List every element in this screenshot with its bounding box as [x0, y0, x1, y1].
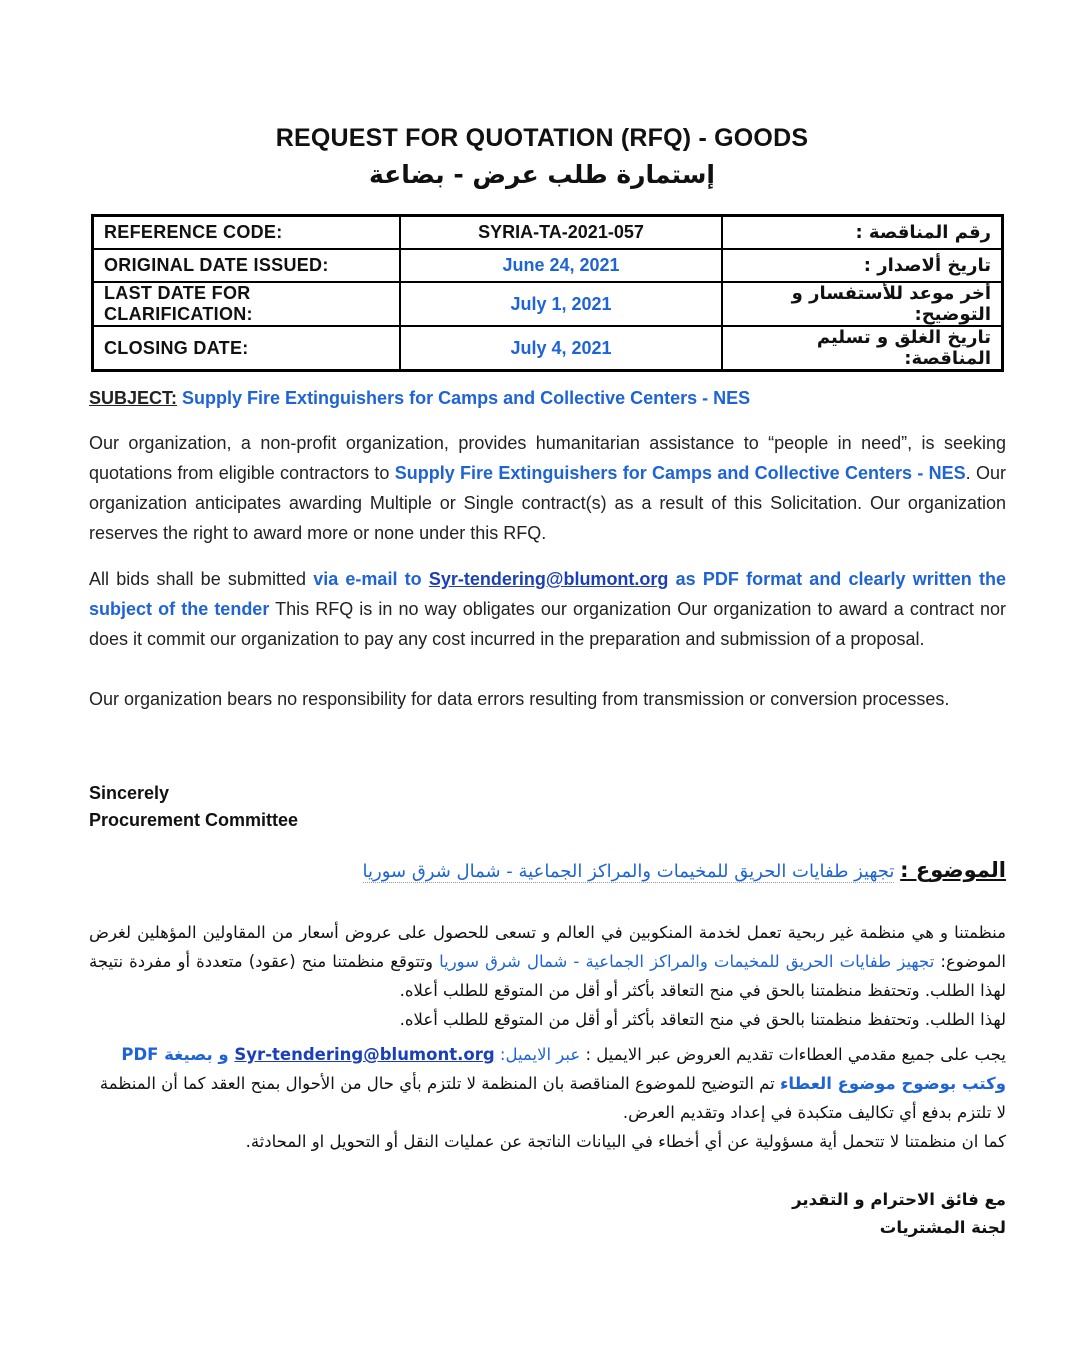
subject-label-ar: الموضوع :	[900, 858, 1006, 882]
disclaimer-paragraph: Our organization bears no responsibility for data errors resulting from transmission or conversion processes.	[89, 689, 950, 709]
subject-line-ar	[89, 856, 1006, 886]
closing-signatory-ar: لجنة المشتريات	[879, 1218, 1006, 1237]
date-issued-value: June 24, 2021	[400, 249, 722, 282]
closing-en	[89, 780, 298, 834]
intro-text-continued: . Our organization anticipates awarding Multiple or Single contract(s) as a result of this Solicitation. Our organization reserves the right to award more or none under this RFQ.	[89, 463, 1006, 543]
closing-signatory: Procurement Committee	[89, 810, 299, 830]
subject-line	[89, 383, 1006, 413]
reference-table	[91, 214, 1004, 372]
clarification-date-value: July 1, 2021	[400, 282, 722, 326]
reference-code-label-ar: رقم المناقصة :	[722, 216, 1003, 250]
intro-text-continued-ar: وتتوقع منظمتنا منح (عقود) متعددة أو مفردة نتيجة لهذا الطلب. وتحتفظ منظمتنا بالحق في منح التعاقد بأكثر أو أقل من المتوقع للطلب أعلاه.	[89, 952, 1006, 1000]
submission-highlight-ar: عبر الايميل:	[494, 1045, 581, 1064]
submission-text-continued-ar: تم التوضيح للموضوع المناقصة بان المنظمة لا تلتزم بأي حال من الأحوال بمنح العقد كما أن المنظمة لا تلتزم بدفع أي تكاليف متكبدة في إعداد وتقديم العرض.	[99, 1074, 1006, 1122]
date-issued-label-ar: تاريخ ألاصدار :	[722, 249, 1003, 282]
reference-code-value: SYRIA-TA-2021-057	[400, 216, 722, 250]
submission-highlight: via e-mail to	[313, 569, 429, 589]
table-row	[93, 326, 1003, 371]
intro-text: Our organization, a non-profit organization, provides humanitarian assistance to “people in need”, is seeking quotations from eligible contractors to	[89, 433, 1006, 483]
submission-highlight-2: as PDF format and clearly written the subject of the tender	[89, 569, 1007, 619]
email-link[interactable]: Syr-tendering@blumont.org	[428, 569, 669, 589]
email-link-ar[interactable]: Syr-tendering@blumont.org	[234, 1045, 495, 1064]
closing-date-label-ar: تاريخ الغلق و تسليم المناقصة:	[722, 326, 1003, 371]
document-title-ar: إستمارة طلب عرض - بضاعة	[369, 160, 715, 189]
intro-text-ar: منظمتنا و هي منظمة غير ربحية تعمل لخدمة المنكوبين في العالم و تسعى للحصول على عروض أسعار من المقاولين المؤهلين لغرض الموضوع:	[89, 923, 1007, 971]
table-row	[93, 282, 1003, 326]
intro-paragraph	[89, 428, 1006, 548]
subject-value-ar: تجهيز طفايات الحريق للمخيمات والمراكز الجماعية - شمال شرق سوريا	[362, 861, 895, 882]
closing-salutation-ar: مع فائق الاحترام و التقدير	[792, 1190, 1006, 1209]
submission-paragraph	[89, 564, 1006, 654]
date-issued-label: ORIGINAL DATE ISSUED:	[93, 249, 401, 282]
closing-date-label: CLOSING DATE:	[93, 326, 401, 371]
clarification-date-label: LAST DATE FOR CLARIFICATION:	[93, 282, 401, 326]
intro-paragraph-ar	[89, 918, 1006, 1034]
subject-label: SUBJECT:	[89, 388, 178, 408]
document-title-en: REQUEST FOR QUOTATION (RFQ) - GOODS	[275, 124, 809, 152]
submission-text: All bids shall be submitted	[89, 569, 314, 589]
clarification-date-label-ar: أخر موعد للأستفسار و التوضيح:	[722, 282, 1003, 326]
submission-paragraph-ar	[89, 1040, 1006, 1156]
subject-value: Supply Fire Extinguishers for Camps and Collective Centers - NES	[182, 388, 751, 408]
closing-date-value: July 4, 2021	[400, 326, 722, 371]
submission-text-continued: This RFQ is in no way obligates our organization Our organization to award a contract nor does it commit our organization to pay any cost incurred in the preparation and submission of a proposal.	[89, 599, 1006, 649]
disclaimer-line-ar: كما ان منظمتنا لا تتحمل أية مسؤولية عن أي أخطاء في البيانات الناتجة عن عمليات النقل أو التحويل او المحادثة.	[245, 1132, 1006, 1151]
intro-extra-line-ar: لهذا الطلب. وتحتفظ منظمتنا بالحق في منح التعاقد بأكثر أو أقل من المتوقع للطلب أعلاه.	[399, 1010, 1006, 1029]
intro-highlight-ar: تجهيز طفايات الحريق للمخيمات والمراكز الجماعية - شمال شرق سوريا	[439, 952, 935, 971]
submission-text-ar: يجب على جميع مقدمي العطاءات تقديم العروض عبر الايميل :	[580, 1045, 1006, 1064]
closing-ar	[792, 1186, 1006, 1242]
reference-code-label: REFERENCE CODE:	[93, 216, 401, 250]
closing-salutation: Sincerely	[89, 783, 170, 803]
submission-highlight-2-ar: و بصيغة PDF وكتب بوضوح موضوع العطاء	[121, 1045, 1006, 1093]
intro-highlight: Supply Fire Extinguishers for Camps and Collective Centers - NES	[394, 463, 966, 483]
table-row	[93, 216, 1003, 250]
table-row	[93, 249, 1003, 282]
